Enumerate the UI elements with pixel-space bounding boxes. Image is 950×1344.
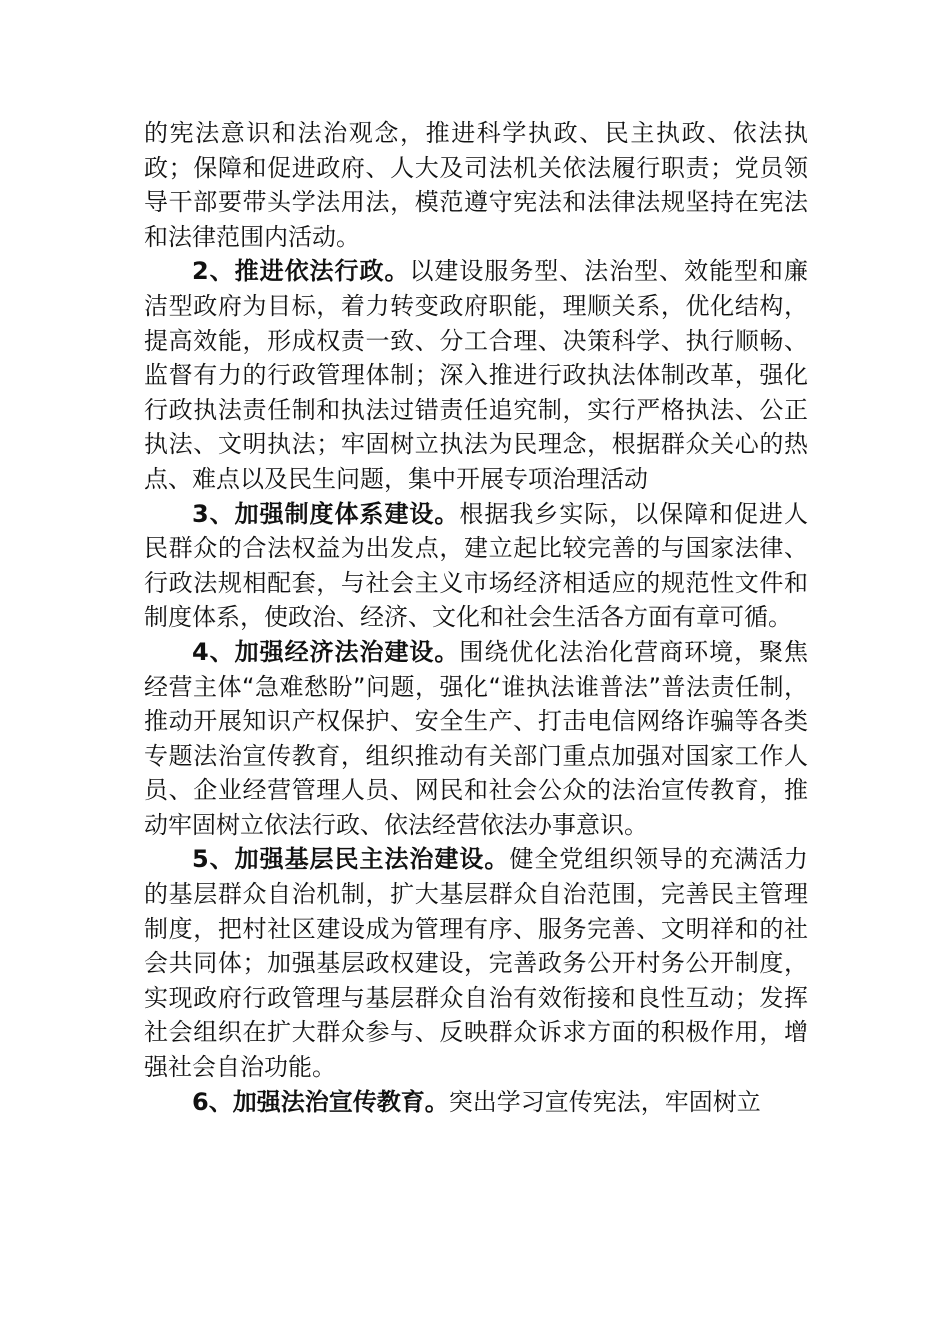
paragraph-text: 根据我乡实际，以保障和促进人民群众的合法权益为出发点，建立起比较完善的与国家法律、行政法规相配套，与社会主义市场经济相适应的规范性文件和制度体系，使政治、经济、文化和社会生活各方面有章可循。 <box>144 499 809 632</box>
paragraph-economic-rule-of-law <box>144 635 808 843</box>
section-heading: 4、加强经济法治建设。 <box>192 637 460 666</box>
section-heading: 5、加强基层民主法治建设。 <box>192 845 510 874</box>
paragraph-grassroots-democracy <box>144 842 808 1084</box>
paragraph-text: 突出学习宣传宪法，牢固树立 <box>448 1087 761 1116</box>
section-heading: 3、加强制度体系建设。 <box>192 499 460 528</box>
paragraph-text: 围绕优化法治化营商环境，聚焦经营主体“急难愁盼”问题，强化“谁执法谁普法”普法责任制，推动开展知识产权保护、安全生产、打击电信网络诈骗等各类专题法治宣传教育，组织推动有关部门重点加强对国家工作人员、企业经营管理人员、网民和社会公众的法治宣传教育，推动牢固树立依法行政、依法经营依法办事意识。 <box>144 637 809 839</box>
paragraph-text: 健全党组织领导的充满活力的基层群众自治机制，扩大基层群众自治范围，完善民主管理制度，把村社区建设成为管理有序、服务完善、文明祥和的社会共同体；加强基层政权建设，完善政务公开村务公开制度，实现政府行政管理与基层群众自治有效衔接和良性互动；发挥社会组织在扩大群众参与、反映群众诉求方面的积极作用，增强社会自治功能。 <box>144 845 809 1082</box>
section-heading: 2、推进依法行政。 <box>192 257 410 286</box>
paragraph-institutional-system <box>144 497 808 635</box>
paragraph-text: 的宪法意识和法治观念，推进科学执政、民主执政、依法执政；保障和促进政府、人大及司法机关依法履行职责；党员领导干部要带头学法用法，模范遵守宪法和法律法规坚持在宪法和法律范围内活动。 <box>144 119 808 251</box>
section-heading: 6、加强法治宣传教育。 <box>192 1087 449 1116</box>
paragraph-legal-publicity <box>144 1085 808 1120</box>
paragraph-text: 以建设服务型、法治型、效能型和廉洁型政府为目标，着力转变政府职能，理顺关系，优化结构，提高效能，形成权责一致、分工合理、决策科学、执行顺畅、监督有力的行政管理体制；深入推进行政执法体制改革，强化行政执法责任制和执法过错责任追究制，实行严格执法、公正执法、文明执法；牢固树立执法为民理念，根据群众关心的热点、难点以及民生问题，集中开展专项治理活动 <box>144 257 808 493</box>
paragraph-administration-by-law <box>144 254 808 496</box>
document-body <box>144 116 808 1119</box>
paragraph-constitution-awareness <box>144 116 808 254</box>
